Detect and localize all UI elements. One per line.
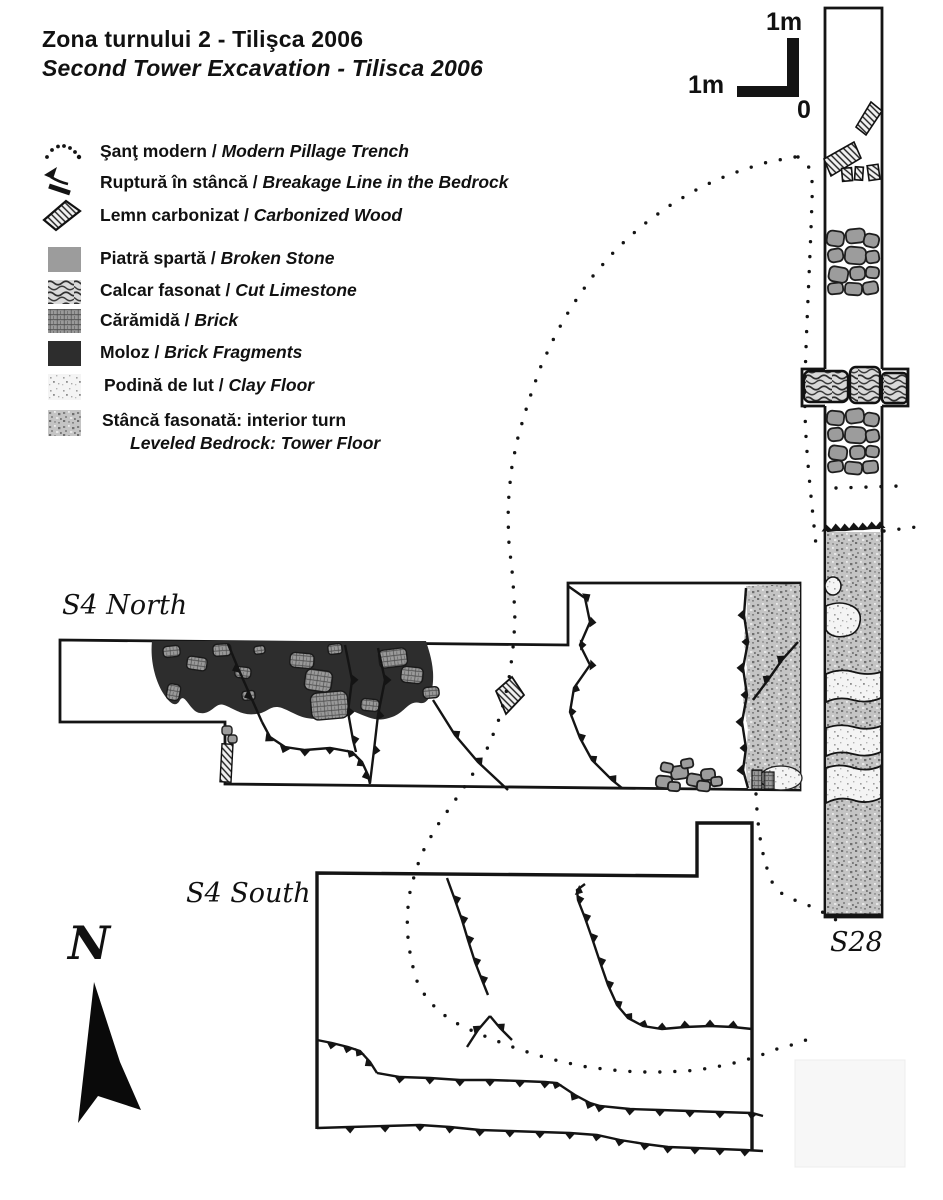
legend-label-ro: Stâncă fasonată: interior turn	[102, 410, 347, 430]
label-s28: S28	[830, 927, 883, 958]
legend-label-en: Clay Floor	[228, 375, 315, 395]
legend-item-cut-limestone	[100, 280, 357, 301]
scale-left-label: 1m	[688, 71, 725, 99]
legend-separator: /	[252, 172, 258, 192]
legend-label-en: Brick Fragments	[164, 342, 303, 362]
legend-label-ro: Lemn carbonizat	[100, 205, 240, 225]
s4-north-brick-block	[764, 772, 774, 789]
legend-label-en: Modern Pillage Trench	[221, 141, 409, 161]
legend-separator: /	[243, 205, 249, 225]
legend-item-leveled-bedrock-ro	[102, 410, 346, 431]
legend-label-ro: Şanţ modern	[100, 141, 207, 161]
label-s4-north: S4 North	[62, 590, 188, 621]
faint-grid-box	[795, 1060, 905, 1167]
s28-bedrock-fill	[824, 532, 883, 915]
legend-label-en: Breakage Line in the Bedrock	[262, 172, 509, 192]
clay-floor-icon	[48, 374, 81, 400]
s28-clay-band-1	[826, 670, 881, 702]
legend-label-ro: Podină de lut	[104, 375, 214, 395]
legend-separator: /	[211, 141, 217, 161]
legend-item-leveled-bedrock-en	[130, 433, 380, 454]
s28-stone-cluster-upper	[826, 228, 880, 296]
s4-north-bedrock-band	[743, 584, 800, 789]
scale-bar	[737, 38, 799, 97]
legend-item-modern-trench	[100, 141, 409, 162]
legend-separator: /	[154, 342, 160, 362]
legend-label-ro: Calcar fasonat	[100, 280, 221, 300]
legend-item-broken-stone	[100, 248, 334, 269]
legend-label-ro: Moloz	[100, 342, 150, 362]
legend-item-breakage-line	[100, 172, 509, 193]
legend-label-en: Cut Limestone	[235, 280, 357, 300]
breakage-line-icon	[42, 166, 78, 198]
legend-separator: /	[225, 280, 231, 300]
s28-clay-band-2	[826, 725, 881, 756]
brick-icon	[48, 309, 81, 333]
north-label: N	[68, 916, 111, 970]
title-romanian: Zona turnului 2 - Tilişca 2006	[42, 26, 364, 52]
s28-stone-cluster-lower	[826, 408, 880, 475]
broken-stone-icon	[48, 247, 81, 272]
legend-label-ro: Piatră spartă	[100, 248, 207, 268]
north-arrow	[78, 982, 141, 1123]
legend-separator: /	[210, 248, 216, 268]
brick-fragments-icon	[48, 341, 81, 366]
trench-s4-south	[317, 823, 763, 1151]
legend-item-clay-floor	[104, 375, 314, 396]
legend-label-en: Broken Stone	[220, 248, 335, 268]
label-s4-south: S4 South	[186, 878, 311, 909]
legend-label-en: Brick	[194, 310, 239, 330]
legend-label-ro: Ruptură în stâncă	[100, 172, 248, 192]
s4-north-small-stone	[228, 735, 237, 743]
legend-item-carbonized-wood	[100, 205, 402, 226]
s4-north-brick-block	[752, 770, 762, 789]
s28-cut-limestone-blocks	[804, 367, 907, 403]
legend-item-brick-fragments	[100, 342, 302, 363]
leveled-bedrock-icon	[48, 410, 81, 436]
legend-separator: /	[184, 310, 190, 330]
scale-zero-label: 0	[797, 96, 811, 124]
carbonized-wood-icon	[40, 198, 84, 234]
legend-label-en: Carbonized Wood	[253, 205, 403, 225]
s28-clay-patch	[826, 603, 860, 637]
legend-item-brick	[100, 310, 238, 331]
scale-top-label: 1m	[766, 8, 803, 36]
legend-separator: /	[218, 375, 224, 395]
dotted-trench-icon	[44, 144, 84, 162]
s28-clay-band-3	[826, 766, 881, 804]
trench-s28	[802, 8, 908, 917]
cut-limestone-icon	[48, 280, 81, 304]
legend-label-ro: Cărămidă	[100, 310, 180, 330]
legend-label-en: Leveled Bedrock: Tower Floor	[130, 433, 381, 453]
title-english: Second Tower Excavation - Tilisca 2006	[42, 55, 483, 81]
s4-north-small-stone	[222, 726, 232, 735]
s4-north-wood-column	[220, 744, 233, 783]
